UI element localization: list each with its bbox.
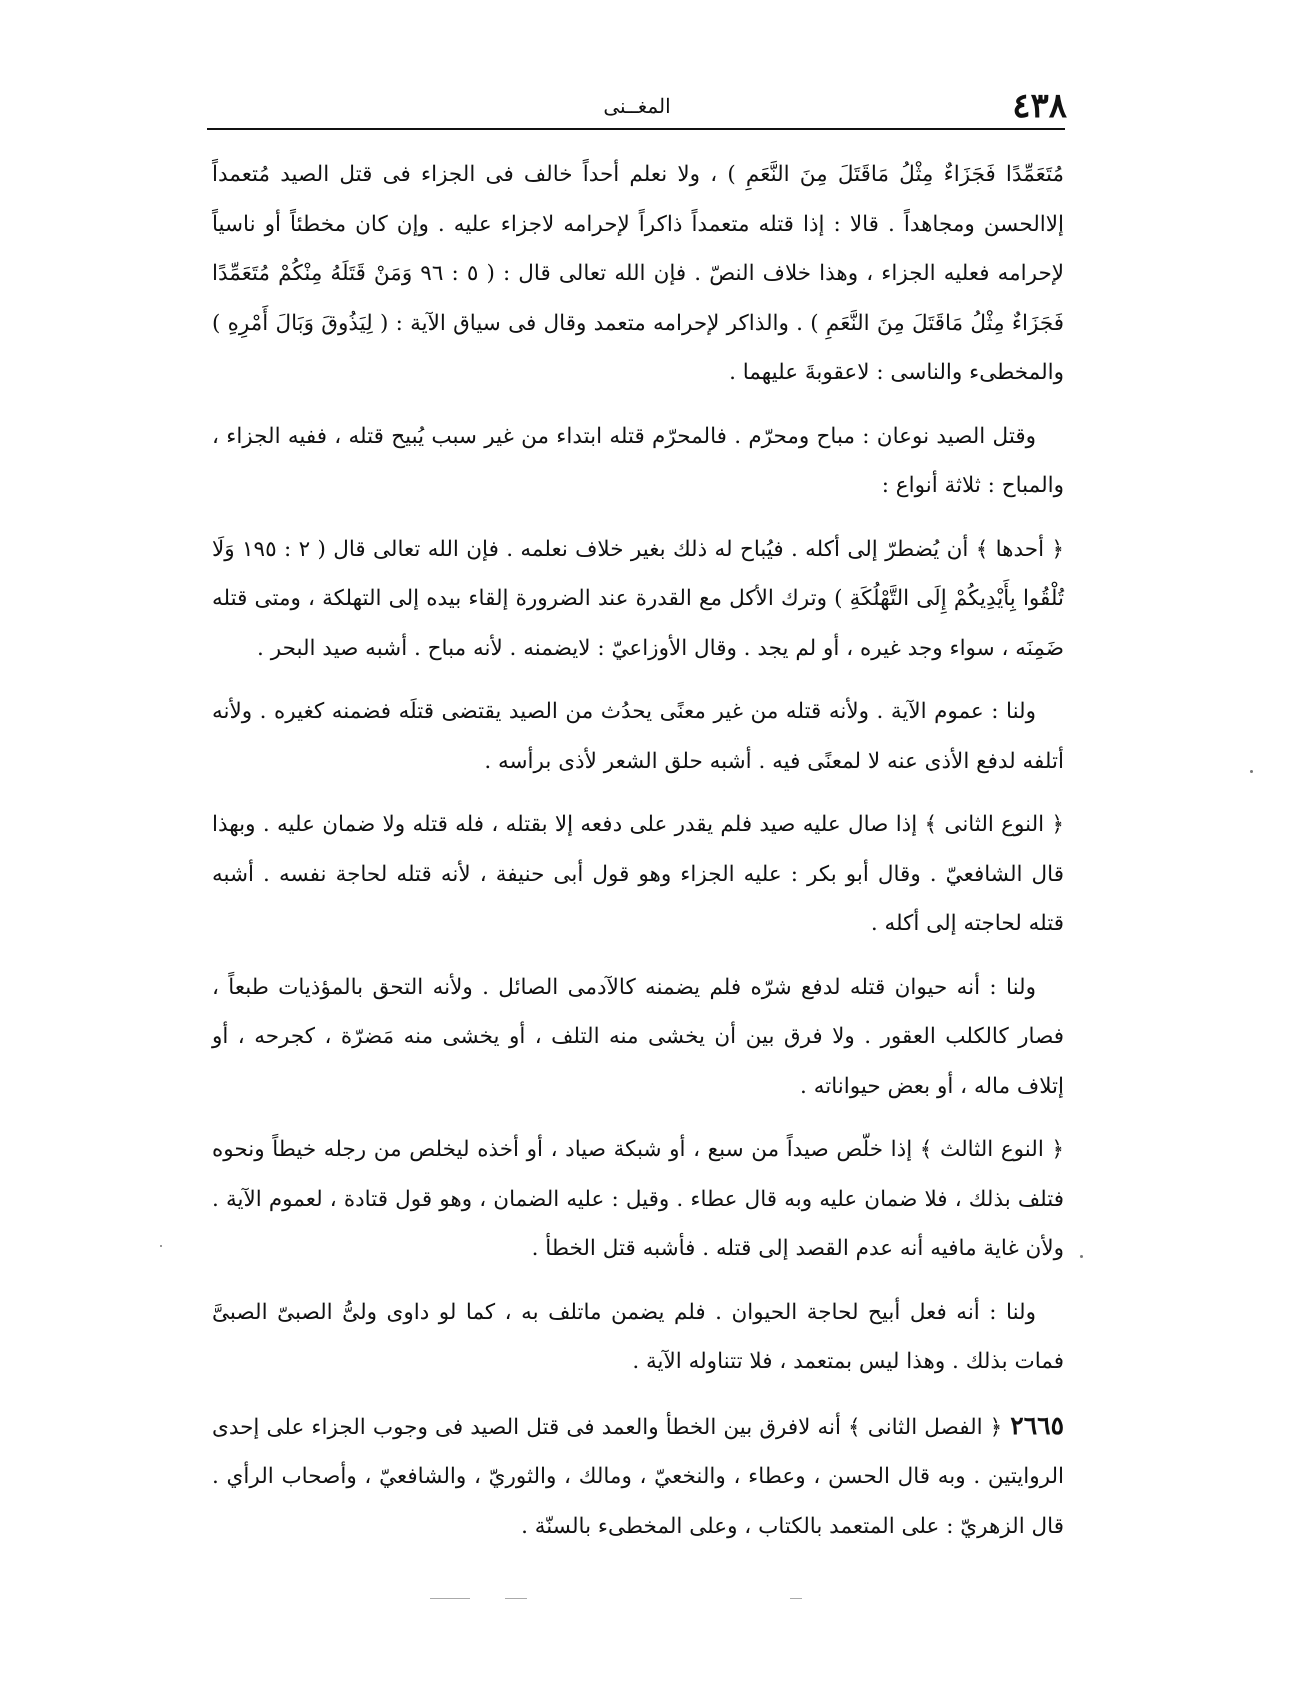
body-text <box>212 150 1064 1565</box>
page-header <box>207 86 1067 126</box>
paragraph-9 <box>212 1401 1064 1552</box>
paragraph-4: ولنا : عموم الآية . ولأنه قتله من غير معنًى يحدُث من الصيد يقتضى قتلَه فضمنه كغيره . ولأنه أتلفه لدفع الأذى عنه لا لمعنًى فيه . أشبه حلق الشعر لأذى برأسه . <box>212 699 1064 774</box>
scan-mark <box>430 1598 470 1599</box>
paragraph-5: ﴿ النوع الثانى ﴾ إذا صال عليه صيد فلم يقدر على دفعه إلا بقتله ، فله قتله ولا ضمان عليه . وبهذا قال الشافعيّ . وقال أبو بكر : عليه الجزاء وهو قول أبى حنيفة ، لأنه قتله لحاجة نفسه . أشبه قتله لحاجته إلى أكله . <box>212 812 1064 936</box>
paragraph-2: وقتل الصيد نوعان : مباح ومحرّم . فالمحرّم قتله ابتداء من غير سبب يُبيح قتله ، ففيه الجزاء ، والمباح : ثلاثة أنواع : <box>212 423 1064 498</box>
paragraph-8: ولنا : أنه فعل أبيح لحاجة الحيوان . فلم يضمن ماتلف به ، كما لو داوى ولىُّ الصبىّ الصبىَّ فمات بذلك . وهذا ليس بمتعمد ، فلا تتناوله الآية . <box>212 1299 1064 1374</box>
paragraph-6: ولنا : أنه حيوان قتله لدفع شرّه فلم يضمنه كالآدمى الصائل . ولأنه التحق بالمؤذيات طبعاً ، فصار كالكلب العقور . ولا فرق بين أن يخشى منه التلف ، أو يخشى منه مَضرّة ، كجرحه ، أو إتلاف ماله ، أو بعض حيواناته . <box>212 974 1064 1099</box>
scan-speck <box>1080 1255 1083 1258</box>
scan-speck <box>160 1245 162 1247</box>
paragraph-9-text: ﴿ الفصل الثانى ﴾ أنه لافرق بين الخطأ والعمد فى قتل الصيد فى وجوب الجزاء على إحدى الروايتين . وبه قال الحسن ، وعطاء ، والنخعيّ ، ومالك ، والثوريّ ، والشافعيّ ، وأصحاب الرأي . قال الزهريّ : على المتعمد بالكتاب ، وعلى المخطىء بالسنّة . <box>212 1414 1064 1539</box>
scan-mark <box>505 1598 527 1599</box>
running-title: المغــنى <box>603 94 671 118</box>
header-rule <box>207 128 1065 130</box>
paragraph-7: ﴿ النوع الثالث ﴾ إذا خلّص صيداً من سبع ، أو شبكة صياد ، أو أخذه ليخلص من رجله خيطاً ونحوه فتلف بذلك ، فلا ضمان عليه وبه قال عطاء . وقيل : عليه الضمان ، وهو قول قتادة ، لعموم الآية . ولأن غاية مافيه أنه عدم القصد إلى قتله . فأشبه قتل الخطأ . <box>212 1137 1064 1261</box>
page-number: ٤٣٨ <box>1012 86 1067 126</box>
paragraph-3: ﴿ أحدها ﴾ أن يُضطرّ إلى أكله . فيُباح له ذلك بغير خلاف نعلمه . فإن الله تعالى قال ( ٢ : ١٩٥ وَلَا تُلْقُوا بِأَيْدِيكُمْ إِلَى التَّهْلُكَةِ ) وترك الأكل مع القدرة عند الضرورة إلقاء بيده إلى التهلكة ، ومتى قتله ضَمِنَه ، سواء وجد غيره ، أو لم يجد . وقال الأوزاعيّ : لايضمنه . لأنه مباح . أشبه صيد البحر . <box>212 536 1065 661</box>
scan-mark <box>790 1598 802 1599</box>
section-number: ٢٦٦٥ <box>1010 1410 1064 1440</box>
paragraph-1: مُتَعَمِّدًا فَجَزَاءٌ مِثْلُ مَاقَتَلَ مِنَ النَّعَمِ ) ، ولا نعلم أحداً خالف فى الجزاء فى قتل الصيد مُتعمداً إلاالحسن ومجاهداً . قالا : إذا قتله متعمداً ذاكراً لإحرامه لاجزاء عليه . وإن كان مخطئاً أو ناسياً لإحرامه فعليه الجزاء ، وهذا خلاف النصّ . فإن الله تعالى قال : ( ٥ : ٩٦ وَمَنْ قَتَلَهُ مِنْكُمْ مُتَعَمِّدًا فَجَزَاءٌ مِثْلُ مَاقَتَلَ مِنَ النَّعَمِ ) . والذاكر لإحرامه متعمد وقال فى سياق الآية : ( لِيَذُوقَ وَبَالَ أَمْرِهِ ) والمخطىء والناسى : لاعقوبةَ عليهما . <box>212 162 1065 385</box>
scan-speck <box>1250 770 1253 773</box>
